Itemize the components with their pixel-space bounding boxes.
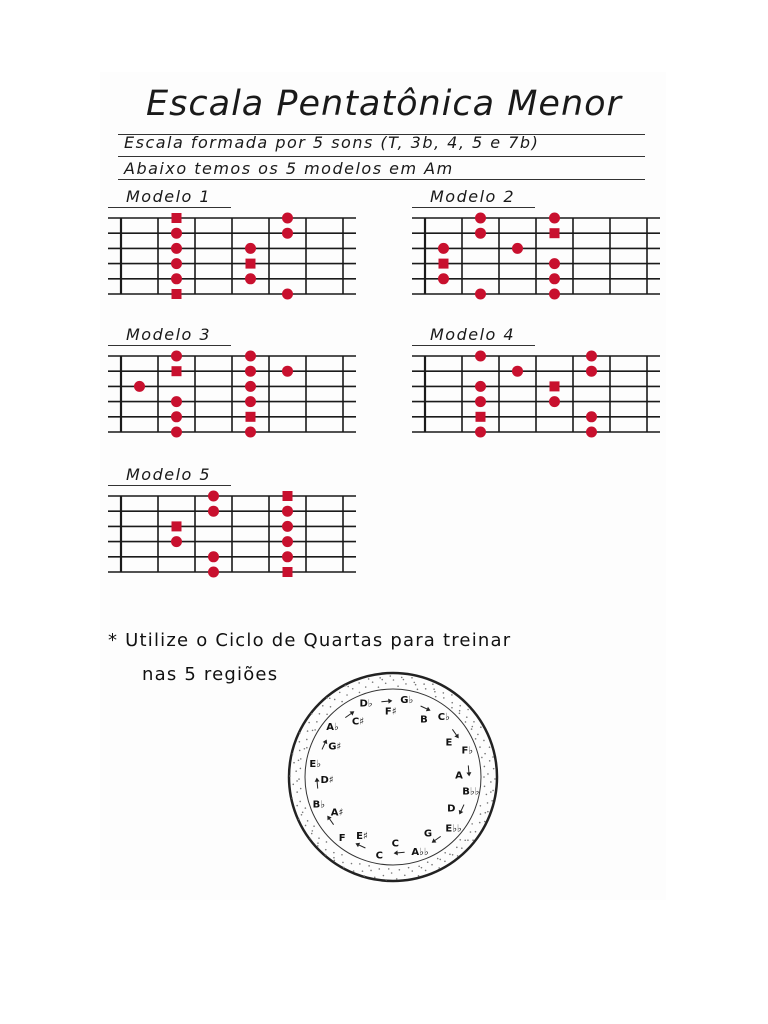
ring-texture-speck [341, 854, 343, 856]
ring-texture-speck [459, 710, 461, 712]
ring-texture-speck [299, 750, 301, 752]
ring-texture-speck [302, 811, 304, 813]
cycle-arrow-head [466, 772, 471, 776]
ring-texture-speck [306, 739, 308, 741]
ring-texture-speck [305, 825, 307, 827]
models-intro-line: Abaixo temos os 5 modelos em Am [124, 159, 454, 178]
ring-texture-speck [451, 694, 453, 696]
model-1-label: Modelo 1 [126, 187, 212, 206]
scale-description-line: Escala formada por 5 sons (T, 3b, 4, 5 e 7b) [124, 133, 540, 152]
ring-texture-speck [493, 768, 495, 770]
ring-texture-speck [417, 689, 419, 691]
ring-texture-speck [300, 758, 302, 760]
ring-texture-speck [403, 679, 405, 681]
ring-texture-speck [397, 685, 399, 687]
ring-texture-speck [358, 682, 360, 684]
circle-note-flat-8: F♭ [461, 745, 474, 757]
ring-texture-speck [457, 855, 459, 857]
ring-texture-speck [439, 859, 441, 861]
ring-texture-speck [298, 759, 300, 761]
ring-texture-speck [464, 839, 466, 841]
ring-texture-speck [467, 709, 469, 711]
ring-texture-speck [341, 701, 343, 703]
tip-line-2: nas 5 regiões [142, 664, 279, 685]
ring-texture-speck [491, 800, 493, 802]
circle-note-sharp-8: G♯ [328, 741, 342, 753]
ring-texture-speck [311, 713, 313, 715]
ring-texture-speck [385, 879, 387, 881]
ring-texture-speck [346, 694, 348, 696]
ring-texture-speck [295, 770, 297, 772]
ring-texture-speck [370, 870, 372, 872]
page-title: Escala Pentatônica Menor [146, 84, 622, 124]
ring-texture-speck [296, 791, 298, 793]
ring-texture-speck [307, 730, 309, 732]
ring-texture-speck [404, 874, 406, 876]
ring-texture-speck [466, 716, 468, 718]
ring-texture-speck [459, 839, 461, 841]
ring-texture-speck [365, 686, 367, 688]
ring-texture-speck [296, 780, 298, 782]
circle-note-flat-1: F [338, 833, 346, 845]
ring-texture-speck [300, 768, 302, 770]
ring-texture-speck [408, 867, 410, 869]
ring-texture-speck [359, 692, 361, 694]
ring-texture-speck [388, 868, 390, 870]
circle-note-sharp-10: A♯ [330, 807, 344, 819]
ring-texture-speck [312, 830, 314, 832]
ring-texture-speck [305, 807, 307, 809]
ring-texture-speck [437, 858, 439, 860]
ring-texture-speck [435, 696, 437, 698]
cycle-arrow-head [388, 699, 392, 704]
ring-texture-speck [393, 679, 395, 681]
ring-texture-speck [401, 677, 403, 679]
circle-note-sharp-0: C [391, 838, 399, 850]
ring-texture-speck [326, 713, 328, 715]
ring-texture-speck [485, 812, 487, 814]
ring-texture-speck [307, 820, 309, 822]
model-5-label: Modelo 5 [126, 465, 212, 484]
ring-texture-speck [326, 841, 328, 843]
ring-texture-speck [443, 692, 445, 694]
ring-texture-speck [459, 705, 461, 707]
ring-texture-speck [451, 702, 453, 704]
ring-texture-speck [351, 863, 353, 865]
ring-texture-speck [318, 837, 320, 839]
ring-texture-speck [312, 730, 314, 732]
ring-texture-speck [385, 682, 387, 684]
circle-note-flat-6: G♭ [400, 694, 414, 706]
ring-texture-speck [484, 766, 486, 768]
ring-texture-speck [425, 688, 427, 690]
ring-texture-speck [381, 679, 383, 681]
ring-texture-speck [292, 784, 294, 786]
ring-texture-speck [421, 867, 423, 869]
circle-note-flat-11: A♭♭ [411, 846, 429, 858]
ring-texture-speck [477, 734, 479, 736]
ring-texture-speck [472, 839, 474, 841]
circle-note-flat-2: B♭ [312, 799, 325, 811]
circle-note-flat-0: C [375, 850, 383, 862]
ring-texture-speck [444, 860, 446, 862]
ring-texture-speck [432, 683, 434, 685]
ring-texture-speck [292, 753, 294, 755]
ring-texture-speck [411, 870, 413, 872]
ring-texture-speck [293, 762, 295, 764]
ring-texture-speck [438, 867, 440, 869]
ring-texture-speck [299, 801, 301, 803]
tip-line-1: * Utilize o Ciclo de Quartas para treinar [108, 630, 512, 651]
circle-note-flat-4: A♭ [326, 721, 339, 733]
ring-texture-speck [364, 875, 366, 877]
ring-texture-speck [378, 868, 380, 870]
ring-texture-speck [289, 775, 291, 777]
ring-texture-speck [487, 773, 489, 775]
circle-note-sharp-1: G [423, 828, 433, 840]
cycle-arrow-head [394, 850, 398, 855]
circle-note-sharp-6: F♯ [384, 706, 397, 718]
ring-texture-speck [449, 853, 451, 855]
ring-texture-speck [334, 860, 336, 862]
model-3-label: Modelo 3 [126, 325, 212, 344]
ring-texture-speck [317, 845, 319, 847]
ring-texture-speck [317, 842, 319, 844]
circle-note-flat-3: E♭ [309, 758, 321, 770]
ring-texture-speck [473, 721, 475, 723]
ring-texture-speck [378, 686, 380, 688]
circle-note-sharp-2: D [447, 803, 456, 815]
circle-note-sharp-4: E [445, 737, 453, 749]
ring-texture-speck [329, 697, 331, 699]
ring-texture-speck [433, 688, 435, 690]
ring-texture-speck [492, 790, 494, 792]
ring-texture-speck [484, 821, 486, 823]
ring-texture-speck [347, 686, 349, 688]
ring-texture-speck [405, 683, 407, 685]
circle-note-sharp-3: A [455, 770, 463, 782]
ring-texture-speck [483, 740, 485, 742]
ring-texture-speck [475, 738, 477, 740]
ring-texture-speck [484, 753, 486, 755]
ring-texture-speck [330, 706, 332, 708]
ring-texture-speck [379, 677, 381, 679]
ring-texture-speck [333, 852, 335, 854]
circle-note-sharp-7: C♯ [351, 716, 365, 728]
ring-texture-speck [310, 838, 312, 840]
ring-texture-speck [299, 732, 301, 734]
ring-texture-speck [443, 697, 445, 699]
ring-texture-speck [301, 814, 303, 816]
ring-texture-speck [475, 831, 477, 833]
ring-texture-speck [470, 831, 472, 833]
ring-texture-speck [484, 786, 486, 788]
ring-texture-speck [339, 692, 341, 694]
ring-texture-speck [325, 849, 327, 851]
ring-texture-speck [479, 746, 481, 748]
ring-texture-speck [483, 776, 485, 778]
ring-texture-speck [322, 705, 324, 707]
ring-texture-speck [480, 726, 482, 728]
ring-texture-speck [452, 854, 454, 856]
ring-texture-speck [423, 683, 425, 685]
ring-texture-speck [444, 852, 446, 854]
ring-texture-speck [326, 697, 328, 699]
ring-texture-speck [299, 741, 301, 743]
ring-texture-speck [304, 748, 306, 750]
circle-note-flat-10: E♭♭ [445, 823, 462, 835]
cycle-arrow-head [432, 838, 437, 842]
ring-texture-speck [418, 865, 420, 867]
ring-texture-speck [418, 875, 420, 877]
ring-texture-speck [389, 675, 391, 677]
ring-texture-speck [489, 760, 491, 762]
ring-texture-speck [383, 875, 385, 877]
ring-texture-speck [313, 825, 315, 827]
ring-texture-speck [353, 870, 355, 872]
ring-texture-speck [311, 833, 313, 835]
ring-texture-speck [399, 869, 401, 871]
circle-note-flat-9: B♭♭ [462, 786, 480, 798]
ring-texture-speck [372, 681, 374, 683]
ring-texture-speck [396, 878, 398, 880]
ring-texture-speck [334, 699, 336, 701]
ring-texture-speck [427, 861, 429, 863]
cycle-arrow-head [454, 734, 458, 739]
circle-note-sharp-9: D♯ [320, 774, 334, 786]
ring-texture-speck [490, 781, 492, 783]
ring-texture-speck [291, 797, 293, 799]
ring-texture-speck [487, 802, 489, 804]
ring-texture-speck [308, 722, 310, 724]
ring-texture-speck [471, 823, 473, 825]
ring-texture-speck [362, 870, 364, 872]
ring-texture-speck [298, 819, 300, 821]
ring-texture-speck [434, 691, 436, 693]
ring-texture-speck [298, 778, 300, 780]
ring-texture-speck [489, 746, 491, 748]
ring-texture-speck [342, 862, 344, 864]
ring-texture-speck [413, 682, 415, 684]
ring-texture-speck [461, 847, 463, 849]
ring-texture-speck [345, 685, 347, 687]
ring-texture-speck [319, 713, 321, 715]
circle-of-fourths-drawing [289, 673, 497, 881]
ring-texture-speck [306, 747, 308, 749]
ring-texture-speck [333, 857, 335, 859]
ring-texture-speck [368, 678, 370, 680]
ring-texture-speck [425, 870, 427, 872]
ring-texture-speck [479, 822, 481, 824]
ring-texture-speck [480, 813, 482, 815]
ring-texture-speck [316, 721, 318, 723]
ring-texture-speck [459, 713, 461, 715]
ring-texture-speck [391, 872, 393, 874]
ring-texture-speck [451, 707, 453, 709]
circle-note-flat-7: C♭ [437, 712, 450, 724]
ring-texture-speck [296, 805, 298, 807]
cycle-arrow-head [315, 778, 320, 782]
ring-texture-speck [494, 778, 496, 780]
ring-texture-speck [486, 794, 488, 796]
ring-texture-speck [359, 863, 361, 865]
ring-texture-speck [480, 805, 482, 807]
ring-texture-speck [481, 757, 483, 759]
ring-texture-speck [343, 867, 345, 869]
circle-note-sharp-5: B [420, 714, 428, 726]
ring-texture-speck [314, 729, 316, 731]
ring-texture-speck [472, 726, 474, 728]
ring-texture-speck [415, 684, 417, 686]
ring-texture-speck [325, 854, 327, 856]
model-2-label: Modelo 2 [430, 187, 516, 206]
ring-texture-speck [411, 677, 413, 679]
ring-texture-speck [487, 811, 489, 813]
ring-texture-speck [368, 865, 370, 867]
ring-texture-speck [431, 864, 433, 866]
circle-note-flat-5: D♭ [359, 698, 373, 710]
ring-texture-speck [471, 728, 473, 730]
ring-texture-speck [465, 721, 467, 723]
ring-texture-speck [492, 756, 494, 758]
ring-texture-speck [456, 847, 458, 849]
circle-note-sharp-11: E♯ [356, 830, 368, 842]
ring-texture-speck [490, 791, 492, 793]
ring-texture-speck [300, 788, 302, 790]
cycle-arrow-head [350, 711, 355, 715]
model-4-label: Modelo 4 [430, 325, 516, 344]
ring-texture-speck [374, 877, 376, 879]
ring-texture-speck [467, 839, 469, 841]
ring-texture-speck [352, 688, 354, 690]
